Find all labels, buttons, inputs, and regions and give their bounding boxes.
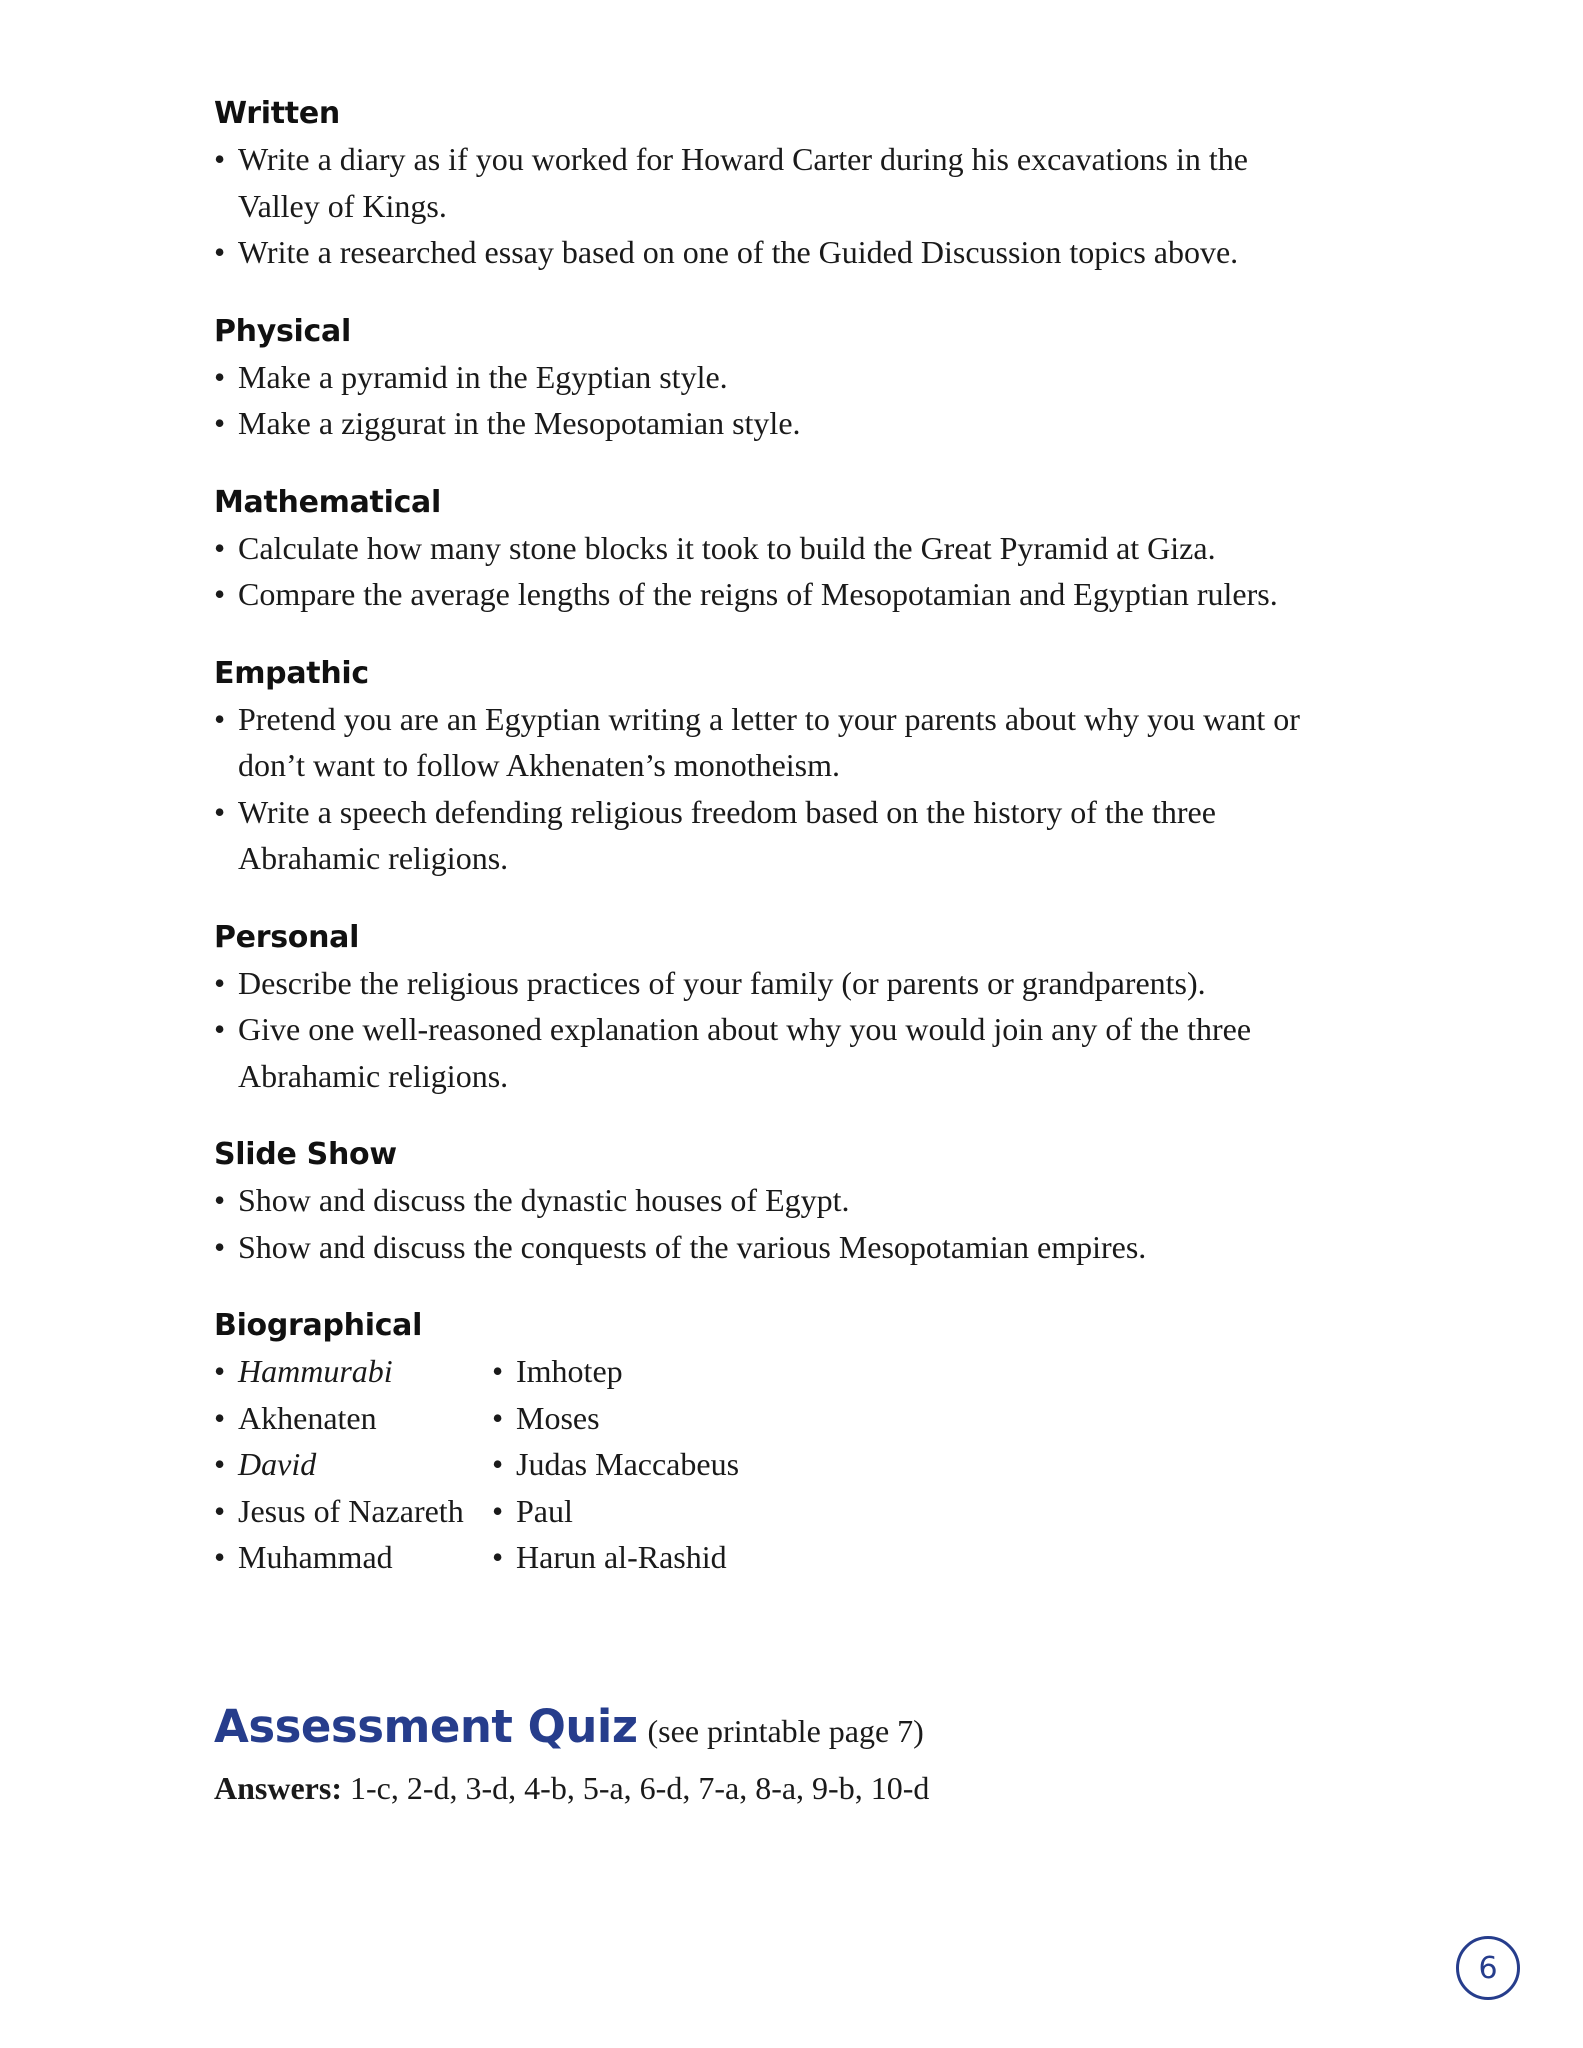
list-item: • Write a speech defending religious freedom based on the history of the three Abrahamic religions. [214, 789, 1238, 882]
list-item: • Moses [492, 1395, 792, 1442]
list-item: • Jesus of Nazareth [214, 1488, 492, 1535]
list-item: • Show and discuss the dynastic houses of Egypt. [214, 1177, 1414, 1224]
list-item: • Pretend you are an Egyptian writing a letter to your parents about why you want or don’t want to follow Akhenaten’s monotheism. [214, 696, 1353, 789]
list-item: • Calculate how many stone blocks it took to build the Great Pyramid at Giza. [214, 525, 1414, 572]
list-item: • Judas Maccabeus [492, 1441, 792, 1488]
list-item: • Paul [492, 1488, 792, 1535]
bullet-list [214, 960, 1414, 1100]
list-item: • Harun al-Rashid [492, 1534, 792, 1581]
section-heading: Physical [214, 313, 351, 349]
list-item: • Write a researched essay based on one of the Guided Discussion topics above. [214, 229, 1414, 276]
section-heading: Personal [214, 919, 360, 955]
list-item: • Show and discuss the conquests of the various Mesopotamian empires. [214, 1224, 1414, 1271]
section-personal [214, 918, 1414, 1100]
list-item: • Hammurabi [214, 1348, 492, 1395]
answers-label: Answers: [214, 1770, 342, 1806]
list-item: • Compare the average lengths of the reigns of Mesopotamian and Egyptian rulers. [214, 571, 1414, 618]
list-item: • Muhammad [214, 1534, 492, 1581]
page-number: 6 [1478, 1950, 1498, 1986]
list-item: • Make a ziggurat in the Mesopotamian style. [214, 400, 1414, 447]
bullet-list [214, 136, 1414, 276]
section-heading: Slide Show [214, 1137, 397, 1172]
bullet-list [214, 354, 1414, 447]
section-heading: Biographical [214, 1308, 423, 1343]
quiz-title: Assessment Quiz [214, 1700, 638, 1753]
bullet-list [214, 525, 1414, 618]
page-number-badge [1456, 1936, 1520, 2000]
section-biographical [214, 1306, 1414, 1581]
bullet-list [214, 1177, 1414, 1270]
assessment-quiz-header [214, 1700, 924, 1753]
list-item: • Describe the religious practices of your family (or parents or grandparents). [214, 960, 1414, 1007]
bullet-list [214, 696, 1414, 882]
answers-line [214, 1770, 929, 1807]
list-item: • Akhenaten [214, 1395, 492, 1442]
section-physical [214, 312, 1414, 447]
list-item: • Write a diary as if you worked for Howard Carter during his excavations in the Valley of Kings. [214, 136, 1278, 229]
section-mathematical [214, 483, 1414, 618]
list-item: • Give one well-reasoned explanation about why you would join any of the three Abrahamic religions. [214, 1006, 1268, 1099]
list-item: • Make a pyramid in the Egyptian style. [214, 354, 1414, 401]
section-slide-show [214, 1135, 1414, 1270]
section-written [214, 94, 1414, 276]
section-heading: Mathematical [214, 484, 441, 520]
activities-content [214, 94, 1414, 1617]
list-item: • Imhotep [492, 1348, 792, 1395]
section-heading: Written [214, 96, 340, 131]
quiz-note: (see printable page 7) [647, 1713, 924, 1749]
section-empathic [214, 654, 1414, 882]
section-heading: Empathic [214, 655, 369, 691]
biography-list [214, 1348, 1414, 1581]
list-item: • David [214, 1441, 492, 1488]
answers-text: 1-c, 2-d, 3-d, 4-b, 5-a, 6-d, 7-a, 8-a, 9-b, 10-d [349, 1770, 930, 1806]
